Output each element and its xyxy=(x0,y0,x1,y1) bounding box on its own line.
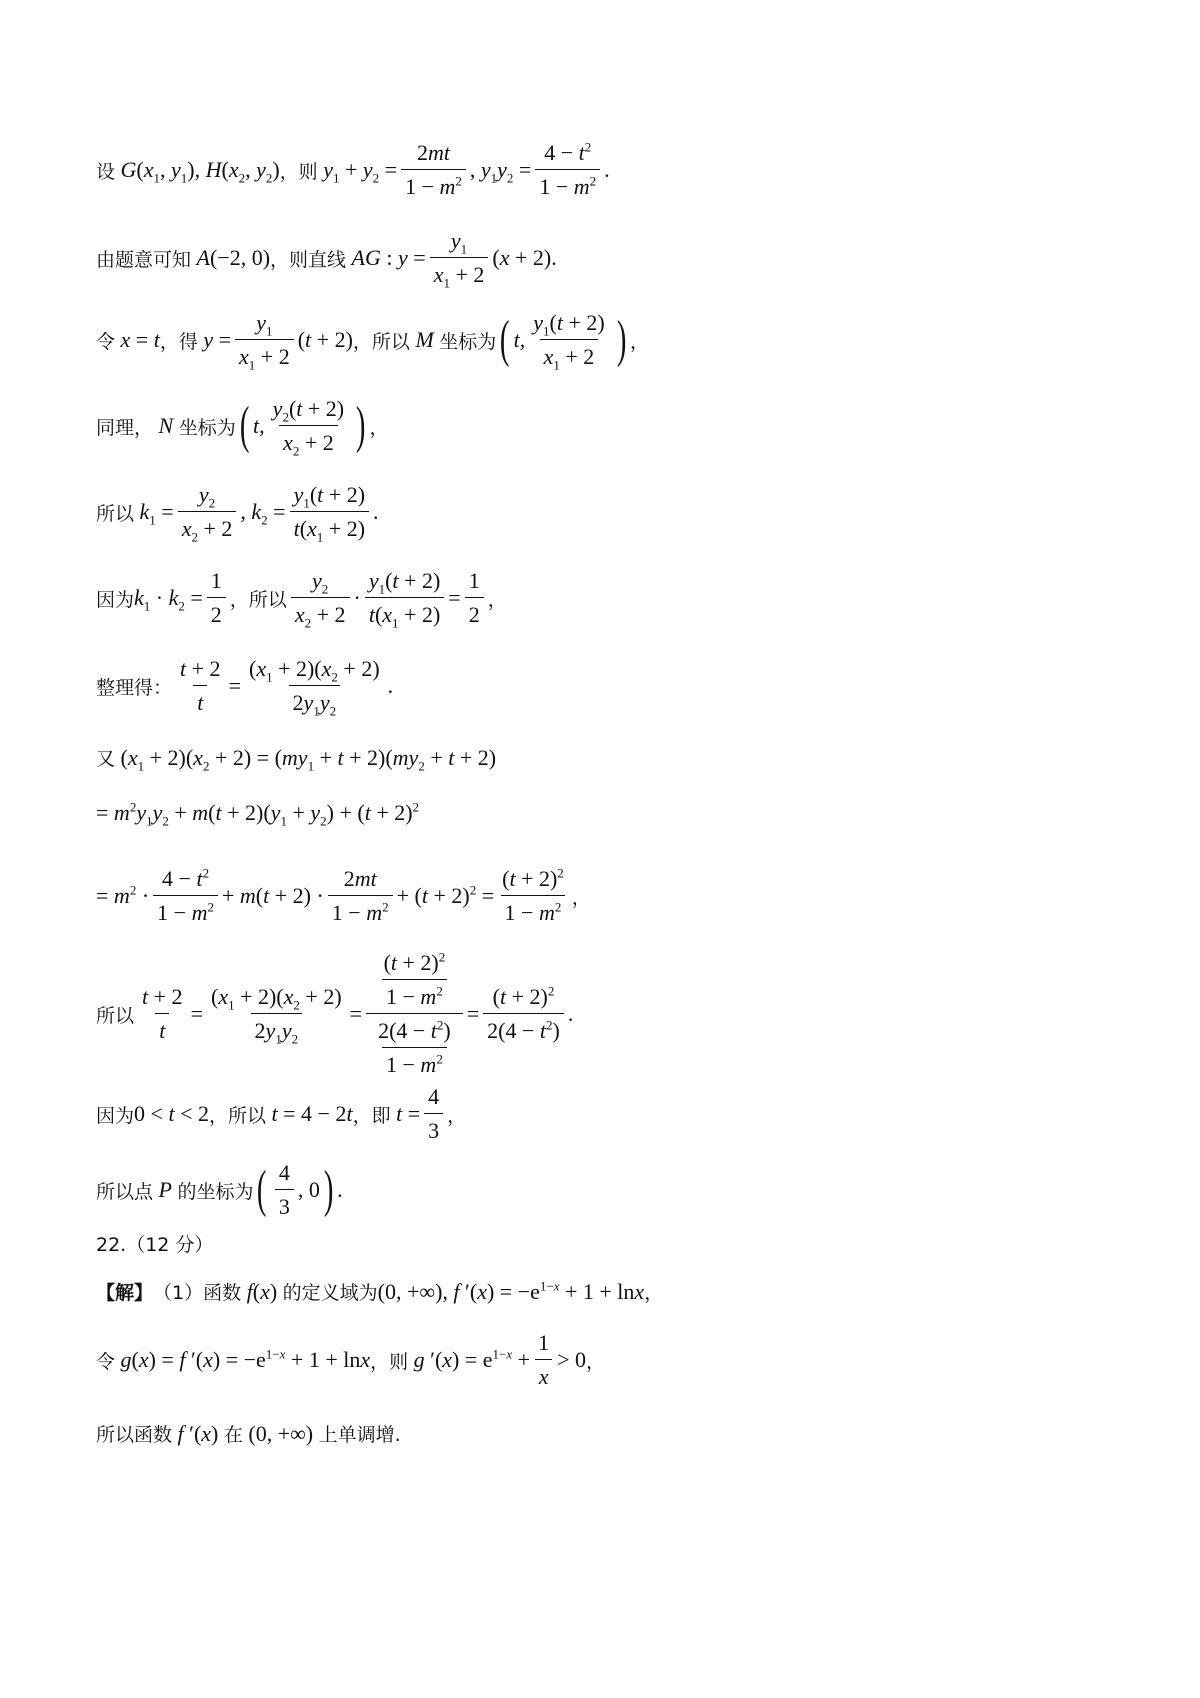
math-prod: , $y_1y_2$ = xyxy=(469,157,532,186)
math-AG: AG : y = xyxy=(351,245,426,270)
text-ze: ，则 xyxy=(279,160,318,183)
fraction: $\frac{1}{x}$ xyxy=(534,1330,553,1390)
fraction: $\frac{4}{3}$ xyxy=(424,1084,443,1144)
line-1: 设 $G(x_1$, $y_1$), $H(x_2$, $y_2$) ，则 $y_1 + y_2$ = $\frac{2mt}{1 - m^2}$ , $y_1y_2$ = $\frac{4 - t^2}{1 - m^2}$ . xyxy=(96,139,610,199)
text-dezuobiaowei: 的坐标为 xyxy=(177,1180,254,1203)
compound-fraction: $\frac{\frac{(t + 2)^2}{1 - m^2}}{\frac{2(4 - t^2)}{1 - m^2}}$ xyxy=(366,950,463,1078)
fraction: $\frac{2mt}{1 - m^2}$ xyxy=(401,140,466,200)
text-jie: 【解】 xyxy=(96,1282,154,1304)
math-sum: $y_1 + y_2$ = xyxy=(323,157,398,186)
fraction: $\frac{(t + 2)^2}{2(4 - t^2)}$ xyxy=(483,984,564,1044)
text-suoyi-hanshu: 所以函数 xyxy=(96,1424,173,1446)
math-GH: $G(x_1$, $y_1$), $H(x_2$, $y_2$) xyxy=(120,157,280,186)
fraction: $\frac{2mt}{1 - m^2}$ xyxy=(328,866,393,926)
fraction: $\frac{y_2}{x_2 + 2}$ xyxy=(178,482,237,542)
line-15: 【解】 （1）函数 f(x) 的定义域为 (0, +∞), f $'(x) = -e^{1-x} + 1 + \ln x$ ， xyxy=(96,1278,664,1304)
text-suoyi2: ，所以 xyxy=(229,588,287,611)
text-yinwei: 因为 xyxy=(96,588,135,611)
text-you: 又 xyxy=(96,748,116,770)
line-7: 整理得： $\frac{t + 2}{t}$ = $\frac{(x_1 + 2)(x_2 + 2)}{2y_1y_2}$ . xyxy=(96,656,394,719)
fraction: $\frac{(t + 2)^2}{1 - m^2}$ xyxy=(502,865,564,925)
math-A: A(−2, 0) xyxy=(196,245,271,270)
line-3: 令 x = t ，得 y = $\frac{y_1}{x_1 + 2}$ (t + 2) ， 所以 M 坐标为 ( t, $\frac{y_1(t + 2)}{x_1 + 2}$ ) ， xyxy=(96,310,650,373)
text-de: ，得 xyxy=(159,330,198,353)
fraction: $\frac{4}{3}$ xyxy=(275,1160,294,1220)
text-suoyidian: 所以点 xyxy=(96,1180,154,1203)
text-tongli: 同理， xyxy=(96,416,154,439)
line-13: 所以点 P 的坐标为 ( $\frac{4}{3}$ , 0 ) . xyxy=(96,1160,343,1219)
fraction: $\frac{1}{2}$ xyxy=(465,568,484,628)
fraction: $\frac{y_1(t + 2)}{x_1 + 2}$ xyxy=(533,310,605,373)
fraction: $\frac{4 - t^2}{1 - m^2}$ xyxy=(535,140,600,200)
text-zuobiaowei: 坐标为 xyxy=(439,330,497,353)
line-9: = $m^2y_1y_2 + m(t + 2)(y_1 + y_2) + (t + 2)^2$ xyxy=(96,799,420,829)
text-zai: 在 xyxy=(223,1424,243,1446)
fraction: $\frac{y_1}{x_1 + 2}$ xyxy=(235,310,294,370)
fraction: $\frac{4 - t^2}{1 - m^2}$ xyxy=(153,866,218,926)
fraction: $\frac{t + 2}{t}$ xyxy=(180,656,221,715)
fraction: $\frac{y_2}{x_2 + 2}$ xyxy=(291,568,350,628)
fraction: $\frac{(x_1 + 2)(x_2 + 2)}{2y_1y_2}$ xyxy=(248,656,380,719)
line-4: 同理， N 坐标为 ( t, $\frac{y_2(t + 2)}{x_2 + 2}$ ) ， xyxy=(96,396,389,459)
line-6: 因为 $k_1 \cdot k_2$ = $\frac{1}{2}$ ，所以 $\frac{y_2}{x_2 + 2}$ · $\frac{y_1(t + 2)}{t(x_1 + 2)}$ = $\frac{1}{2}$ ， xyxy=(96,568,507,631)
question-22-header xyxy=(96,1230,1140,1257)
text-ji: ，即 xyxy=(352,1104,391,1127)
question-number: 22.（12 分） xyxy=(96,1234,214,1256)
line-12: 因为 0 < t < 2 ，所以 t = 4 − 2t ，即 t = $\frac{4}{3}$ ， xyxy=(96,1084,467,1143)
text-ze2: ，则 xyxy=(370,1350,409,1373)
text-ling: 令 xyxy=(96,330,116,353)
fraction: $\frac{(x_1 + 2)(x_2 + 2)}{2y_1y_2}$ xyxy=(210,984,342,1047)
line-5: 所以 $k_1$ = $\frac{y_2}{x_2 + 2}$ , $k_2$ = $\frac{y_1(t + 2)}{t(x_1 + 2)}$ . xyxy=(96,482,379,545)
fraction: $\frac{y_2(t + 2)}{x_2 + 2}$ xyxy=(272,396,345,459)
line-11: 所以 $\frac{t + 2}{t}$ = $\frac{(x_1 + 2)(x_2 + 2)}{2y_1y_2}$ = $\frac{\frac{(t + 2)^2}{1 - m^2}}{\frac{2(4 - t^2)}{1 - m^2}}$ = $\frac{(t + 2)^2}{2(4 - t^2)}$ . xyxy=(96,949,574,1077)
line-2: 由题意可知 A(−2, 0) ，则直线 AG : y = $\frac{y_1}{x_1 + 2}$ (x + 2). xyxy=(96,228,557,291)
line-10: = $m^2$ · $\frac{4 - t^2}{1 - m^2}$ + m(t + 2) · $\frac{2mt}{1 - m^2}$ + $(t + 2)^2$ = $\frac{(t + 2)^2}{1 - m^2}$ ， xyxy=(96,865,591,925)
fraction: $\frac{y_1(t + 2)}{t(x_1 + 2)}$ xyxy=(290,482,369,542)
text-dingyiyu: 的定义域为 xyxy=(282,1282,378,1304)
text-shangdandiaozeng: 上单调增. xyxy=(318,1424,401,1446)
fraction: $\frac{1}{2}$ xyxy=(207,568,226,628)
text-zhengli: 整理得： xyxy=(96,676,173,699)
fraction: $\frac{y_1}{x_1 + 2}$ xyxy=(430,228,489,288)
line-17: 所以函数 f ′(x) 在 (0, +∞) 上单调增. xyxy=(96,1420,401,1446)
line-16: 令 g(x) = f $'(x) = -e^{1-x} + 1 + \ln x$ ，则 g $'(x) = e^{1-x}$ + $\frac{1}{x}$ > 0 ， xyxy=(96,1330,606,1389)
text-ze-zhixian: ，则直线 xyxy=(270,248,347,271)
fraction: $\frac{y_1(t + 2)}{t(x_1 + 2)}$ xyxy=(365,568,444,628)
text-jie1: （1）函数 xyxy=(153,1282,242,1304)
line-8: 又 $(x_1 + 2)(x_2 + 2) = (my_1 + t + 2)(my_2 + t + 2)$ xyxy=(96,744,497,773)
text-you-tiyi: 由题意可知 xyxy=(96,248,192,271)
text-she: 设 xyxy=(96,160,116,183)
fraction: $\frac{t + 2}{t}$ xyxy=(142,984,183,1043)
text-suoyi: 所以 xyxy=(371,330,410,353)
